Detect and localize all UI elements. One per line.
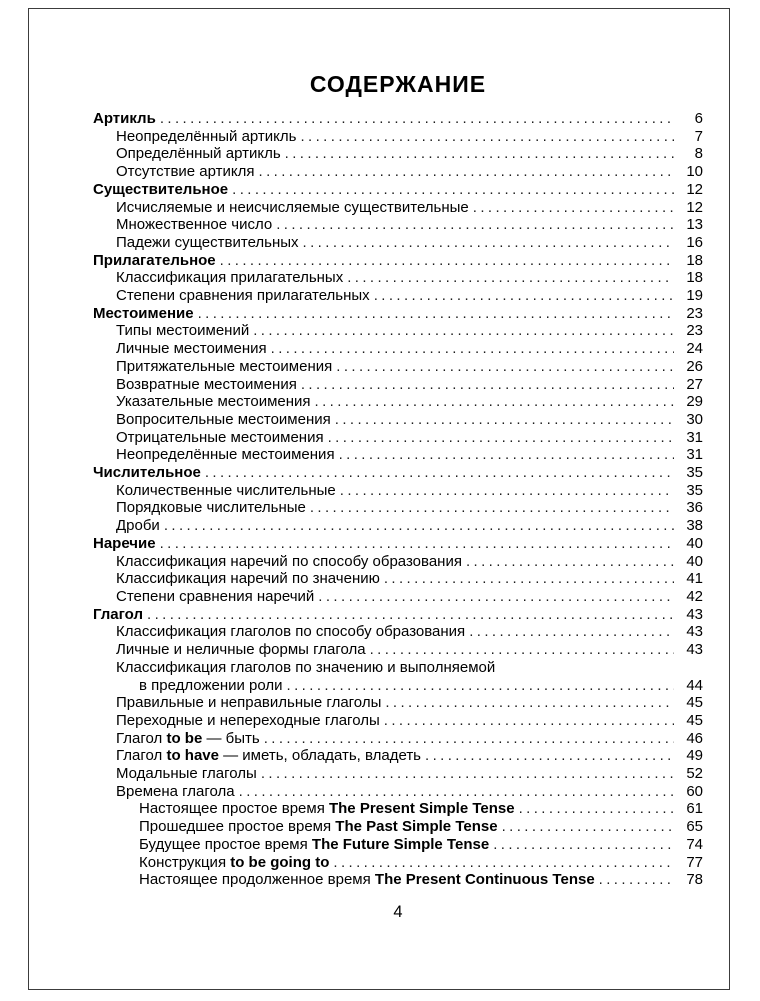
toc-entry-page: 30	[686, 410, 703, 428]
dot-leader	[502, 818, 674, 836]
toc-entry-page: 18	[686, 269, 703, 287]
dot-leader	[285, 145, 674, 163]
toc-entry	[93, 464, 703, 482]
dot-leader	[220, 252, 674, 270]
toc-entry-page: 43	[686, 623, 703, 641]
toc-entry-label: Личные и неличные формы глагола	[116, 641, 366, 659]
toc-entry	[93, 181, 703, 199]
toc-entry-label: Количественные числительные	[116, 481, 336, 499]
toc-entry-label: Настоящее продолженное время The Present Continuous Tense	[139, 871, 595, 889]
toc-entry-label: Отсутствие артикля	[116, 163, 255, 181]
toc-entry-page: 40	[686, 552, 703, 570]
dot-leader	[340, 482, 674, 500]
dot-leader	[147, 606, 674, 624]
toc-entry-label: Классификация наречий по способу образования	[116, 552, 462, 570]
page-number: 4	[393, 902, 403, 921]
dot-leader	[318, 588, 674, 606]
dot-leader	[264, 730, 674, 748]
dot-leader	[425, 747, 674, 765]
toc-entry	[116, 482, 703, 500]
toc-entry-page: 61	[686, 800, 703, 818]
toc-entry	[116, 411, 703, 429]
toc-entry	[116, 393, 703, 411]
dot-leader	[384, 570, 674, 588]
page-title: СОДЕРЖАНИЕ	[309, 71, 487, 97]
toc-entry	[116, 376, 703, 394]
toc-entry	[116, 641, 703, 659]
toc-entry-label: Падежи существительных	[116, 233, 299, 251]
toc-entry-label: Неопределённые местоимения	[116, 446, 335, 464]
toc-entry-page: 23	[686, 322, 703, 340]
toc-entry-label: Времена глагола	[116, 782, 235, 800]
toc-entry-label: Классификация наречий по значению	[116, 570, 380, 588]
page-border-frame	[28, 8, 730, 990]
dot-leader	[164, 517, 674, 535]
toc-entry-page: 27	[686, 375, 703, 393]
toc-entry-page: 31	[686, 446, 703, 464]
toc-entry-page: 35	[686, 481, 703, 499]
toc-entry	[139, 871, 703, 889]
toc-entry	[116, 340, 703, 358]
toc-entry-label: Модальные глаголы	[116, 765, 257, 783]
toc-entry-page: 10	[686, 163, 703, 181]
toc-entry	[116, 570, 703, 588]
toc-entry	[116, 287, 703, 305]
dot-leader	[469, 623, 674, 641]
dot-leader	[493, 836, 674, 854]
toc-entry-label: Указательные местоимения	[116, 393, 311, 411]
toc-entry-label: Классификация глаголов по способу образования	[116, 623, 466, 641]
dot-leader	[599, 871, 674, 889]
dot-leader	[239, 783, 674, 801]
toc-entry	[139, 854, 703, 872]
toc-entry-page: 18	[686, 251, 703, 269]
toc-entry-label: Глагол to be — быть	[116, 729, 260, 747]
toc-entry	[116, 747, 703, 765]
toc-entry	[116, 730, 703, 748]
toc-entry	[116, 199, 703, 217]
toc-entry	[93, 252, 703, 270]
toc-entry	[116, 322, 703, 340]
toc-entry-page: 43	[686, 605, 703, 623]
toc-entry-label: Классификация прилагательных	[116, 269, 344, 287]
dot-leader	[253, 322, 674, 340]
toc-entry-label: Правильные и неправильные глаголы	[116, 694, 382, 712]
toc-entry-page: 13	[686, 216, 703, 234]
dot-leader	[347, 269, 674, 287]
dot-leader	[198, 305, 674, 323]
dot-leader	[287, 677, 674, 695]
toc-entry-page: 26	[686, 357, 703, 375]
toc-entry	[93, 110, 703, 128]
toc-entry-page: 7	[694, 127, 703, 145]
toc-entry	[116, 712, 703, 730]
toc-entry-label: Артикль	[93, 110, 156, 127]
dot-leader	[315, 393, 674, 411]
dot-leader	[276, 216, 674, 234]
toc-entry	[139, 800, 703, 818]
toc-entry	[139, 836, 703, 854]
toc-entry-page: 43	[686, 641, 703, 659]
toc-entry-label: Наречие	[93, 534, 156, 552]
toc-entry-label: Степени сравнения наречий	[116, 587, 315, 605]
toc-entry	[116, 783, 703, 801]
toc-entry-label: Числительное	[93, 464, 201, 482]
toc-entry-label: Порядковые числительные	[116, 499, 306, 517]
dot-leader	[519, 800, 674, 818]
toc-entry	[139, 818, 703, 836]
toc-entry-label: Личные местоимения	[116, 340, 267, 358]
toc-entry-label: Множественное число	[116, 216, 273, 234]
toc-entry	[116, 358, 703, 376]
toc-entry-page: 52	[686, 765, 703, 783]
toc-entry-label: Прилагательное	[93, 251, 216, 269]
toc-entry-page: 12	[686, 180, 703, 198]
dot-leader	[473, 199, 674, 217]
toc-entry-page: 44	[686, 676, 703, 694]
toc-entry-page: 23	[686, 304, 703, 322]
toc-entry	[116, 128, 703, 146]
dot-leader	[339, 446, 674, 464]
toc-entry-page: 16	[686, 233, 703, 251]
toc-entry-label: Степени сравнения прилагательных	[116, 287, 370, 305]
toc-entry-label: Типы местоимений	[116, 322, 250, 340]
toc-entry	[116, 163, 703, 181]
dot-leader	[335, 411, 674, 429]
dot-leader	[370, 641, 674, 659]
toc-entry	[116, 499, 703, 517]
toc-entry-label: Настоящее простое время The Present Simple Tense	[139, 800, 515, 818]
dot-leader	[374, 287, 674, 305]
toc-entry-page: 24	[686, 340, 703, 358]
dot-leader	[259, 163, 674, 181]
toc-entry-page: 38	[686, 517, 703, 535]
dot-leader	[271, 340, 674, 358]
dot-leader	[310, 499, 674, 517]
toc-entry-page: 46	[686, 729, 703, 747]
toc-entry	[116, 517, 703, 535]
toc-entry-page: 12	[686, 198, 703, 216]
toc-entry-page: 45	[686, 694, 703, 712]
toc-entry-page: 40	[686, 534, 703, 552]
toc-entry-page: 8	[694, 145, 703, 163]
dot-leader	[328, 429, 674, 447]
toc-entry-page: 45	[686, 711, 703, 729]
dot-leader	[160, 110, 674, 128]
toc-entry	[116, 623, 703, 641]
toc-entry-page: 31	[686, 428, 703, 446]
toc-entry-page: 29	[686, 393, 703, 411]
toc-entry-page: 42	[686, 587, 703, 605]
toc-entry	[93, 606, 703, 624]
dot-leader	[300, 128, 674, 146]
toc-entry	[116, 659, 703, 677]
toc-entry-page: 74	[686, 835, 703, 853]
toc-entry	[116, 694, 703, 712]
toc-entry	[116, 446, 703, 464]
toc-entry	[116, 234, 703, 252]
toc-entry-label: Классификация глаголов по значению и выполняемой	[116, 658, 496, 676]
toc-list	[93, 110, 703, 889]
dot-leader	[160, 535, 674, 553]
toc-entry-label: Конструкция to be going to	[139, 853, 330, 871]
toc-entry-page: 77	[686, 853, 703, 871]
dot-leader	[301, 376, 674, 394]
dot-leader	[205, 464, 674, 482]
toc-entry-label: Переходные и непереходные глаголы	[116, 711, 380, 729]
dot-leader	[261, 765, 674, 783]
dot-leader	[303, 234, 674, 252]
page-content	[29, 9, 729, 922]
toc-entry-page: 36	[686, 499, 703, 517]
toc-entry-label: Отрицательные местоимения	[116, 428, 324, 446]
toc-entry	[139, 677, 703, 695]
toc-entry-label: Местоимение	[93, 304, 194, 322]
toc-entry	[116, 269, 703, 287]
toc-entry-page: 6	[694, 110, 703, 127]
toc-entry	[116, 765, 703, 783]
dot-leader	[384, 712, 674, 730]
dot-leader	[466, 553, 674, 571]
toc-entry-label: Исчисляемые и неисчисляемые существительные	[116, 198, 469, 216]
toc-entry-page: 60	[686, 782, 703, 800]
dot-leader	[232, 181, 674, 199]
toc-entry	[116, 216, 703, 234]
toc-entry-label: Возвратные местоимения	[116, 375, 297, 393]
toc-entry-label: в предложении роли	[139, 676, 283, 694]
toc-entry-page: 35	[686, 464, 703, 482]
toc-entry-label: Определённый артикль	[116, 145, 281, 163]
toc-entry-page: 78	[686, 871, 703, 889]
toc-entry-page: 49	[686, 747, 703, 765]
dot-leader	[385, 694, 674, 712]
dot-leader	[336, 358, 674, 376]
toc-entry	[116, 553, 703, 571]
toc-entry	[116, 145, 703, 163]
toc-entry-label: Глагол	[93, 605, 143, 623]
dot-leader	[333, 854, 674, 872]
toc-entry-label: Неопределённый артикль	[116, 127, 297, 145]
toc-entry-page: 41	[686, 570, 703, 588]
toc-entry	[116, 588, 703, 606]
toc-entry-label: Глагол to have — иметь, обладать, владеть	[116, 747, 421, 765]
toc-entry	[93, 535, 703, 553]
toc-entry-label: Вопросительные местоимения	[116, 410, 331, 428]
toc-entry-label: Существительное	[93, 180, 229, 198]
toc-entry-label: Притяжательные местоимения	[116, 357, 333, 375]
toc-entry-page: 65	[686, 818, 703, 836]
toc-entry-label: Дроби	[116, 517, 160, 535]
toc-entry-label: Прошедшее простое время The Past Simple Tense	[139, 818, 498, 836]
toc-entry-label: Будущее простое время The Future Simple Tense	[139, 835, 490, 853]
toc-entry	[93, 305, 703, 323]
toc-entry-page: 19	[686, 287, 703, 305]
toc-entry	[116, 429, 703, 447]
